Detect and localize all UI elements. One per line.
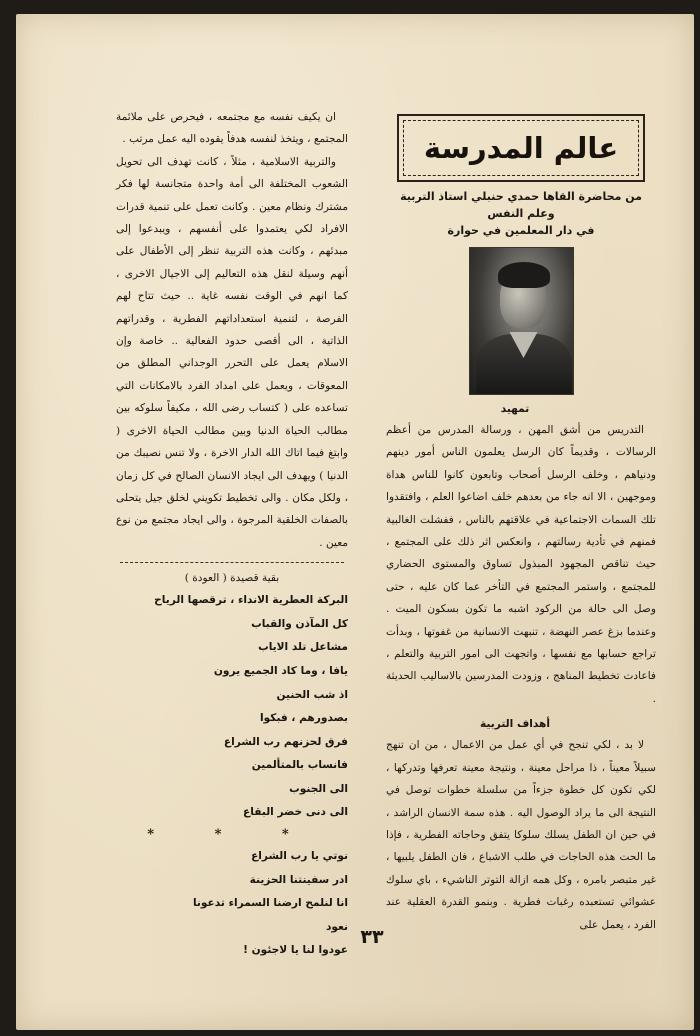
article-title: عالم المدرسة [423,131,619,165]
poem-line: نعود [325,920,348,933]
portrait-hair [498,262,550,288]
article-title-frame [397,114,645,182]
intro-heading: تمهيد [500,403,530,415]
poem-line: نوتي يا رب الشراع [251,850,348,863]
subtitle-line: من محاضرة القاها حمدي حنبلي استاذ التربية وعلم النفس [400,190,642,220]
intro-paragraph: التدريس من أشق المهن ، ورسالة المدرس من أعظم الرسالات ، وقديماً كان الرسل يعلمون الناس أمور دينهم ودنياهم ، وخلف الرسل أصحاب وتابعون كانوا للناس هداة وموجهين ، الا انه جاء من بعدهم خلف اضاعوا العلم ، وافتقدوا تلك السمات الاجتماعية في علاقتهم بالناس ، ففشلت الغالبية فمنهم في تأدية رسالتهم ، وانعكس اثر ذلك على المجتمع ، حيث تناقص المجهود المبذول تساوق والمستوى الحضاري للمجتمع ، واستمر المجتمع في التأخر عما كان عليه ، حتى وصل الى حالة من الركود اشبه ما تكون بسكون الميت . وعندما بزغ عصر النهضة ، تنبهت الانسانية من غفوتها ، وبدأت تراجع حسابها مع نفسها ، واتجهت الى امور التربية والتعلم ، فاعادت تخطيط المناهج ، وزودت المدرسين بالاساليب الحديثة . [386,424,656,705]
poem-heading: بقية قصيدة ( العودة ) [184,572,280,585]
poem-line: الى الجنوب [289,782,348,795]
poem-line: مشاعل تلد الاياب [258,641,348,654]
poem-line: كل المآذن والقباب [251,617,348,630]
stanza-separator: * * * [147,827,317,843]
poem-line: يافا ، وما كاد الجميع يرون [213,664,348,677]
article-right-column [386,114,656,936]
magazine-page [16,14,694,1030]
article-left-column [116,106,348,963]
poem-line: الى دنى خضر البقاع [243,806,348,819]
poem-line: البركة العطرية الانداء ، ترقصها الرياح [154,594,348,607]
section-divider [120,562,344,563]
poem-line: اذ شب الحنين [276,688,348,701]
section-heading: أهداف التربية [480,718,550,731]
poem-line: بصدورهم ، فبكوا [260,712,348,725]
poem-line: فرق لحزنهم رب الشراع [223,735,348,748]
poem-line: فانساب بالمتألمين [251,759,348,772]
continued-paragraph: ان يكيف نفسه مع مجتمعه ، فيحرص على ملائمة المجتمع ، ويتخذ لنفسه هدفاً يقوده اليه عمل مرتب . [116,111,348,146]
poem-line: عودوا لنا يا لاجئون ! [243,944,348,957]
subtitle-line: في دار المعلمين في حوارة [447,224,595,237]
section-paragraph: لا بد ، لكي تنجح في أي عمل من الاعمال ، من ان تنهج سبيلاً معيناً ، ذا مراحل معينة ، ونتيجة معينة تعرفها وتدركها ، لكي تكون كل خطوة جزءاً من سلسلة خطوات توصل في النتيجة الى ما يراد الوصول اليه . هذه سمة الانسان الراشد ، في حين ان الطفل يسلك سلوكا يتفق وحاجاته الفطرية ، فإذا ما الحت هذه الحاجات في طلب الاشباع ، فان الطفل يلبيها ، غير متبصر بامره ، وكل همه ازالة التوتر الناشيء ، باي سلوك عشوائي تستعبده رغبات فطرية . وبنمو القدرة العقلية عند الفرد ، يعمل على [386,739,656,931]
article-subtitle [386,188,656,239]
page-number: ٣٣ [360,926,384,948]
author-portrait-photo [469,247,574,395]
poem-line: انا لنلمح ارضنا السمراء تدعونا [192,897,348,910]
continued-paragraph: والتربية الاسلامية ، مثلاً ، كانت تهدف الى تحويل الشعوب المختلفة الى أمة واحدة متجانسة لها فكر مشترك ونظام معين . وكانت تعمل على تنمية قدرات الافراد لكي يعتمدوا على أنفسهم ، ويبدعوا إلى مبدئهم ، وكانت هذه التربية تنظر إلى الأطفال على أنهم وسيلة لنقل هذه التعاليم إلى الاجيال الاخرى ، كما انهم في الوقت نفسه غاية .. حيث تتاح لهم الفرصة ، لتنمية استعداداتهم الفطرية ، وقدراتهم الذاتية ، الى أقصى حدود الفعالية .. خاصة وإن الاسلام يعمل على التحرر الوجداني المطلق من المعوقات ، ويعمل على امداد الفرد بالامكانات التي تساعده على ( كتساب رضى الله ، مكيفاً سلوكه بين مطالب الحياة الدنيا وبين مطالب الحياة الاخرى ( وابتغ فيما اتاك الله الدار الاخرة ، ولا تنس نصيبك من الدنيا ) ويهدف الى ايجاد الانسان الصالح في كل زمان ، ولكل مكان . والى تخطيط تكويني لخلق جيل يتحلى بالصفات الخلقية المرجوة ، والى ايجاد مجتمع من نوع معين . [116,155,348,549]
poem-line: ادر سفينتنا الحزينة [249,873,348,886]
